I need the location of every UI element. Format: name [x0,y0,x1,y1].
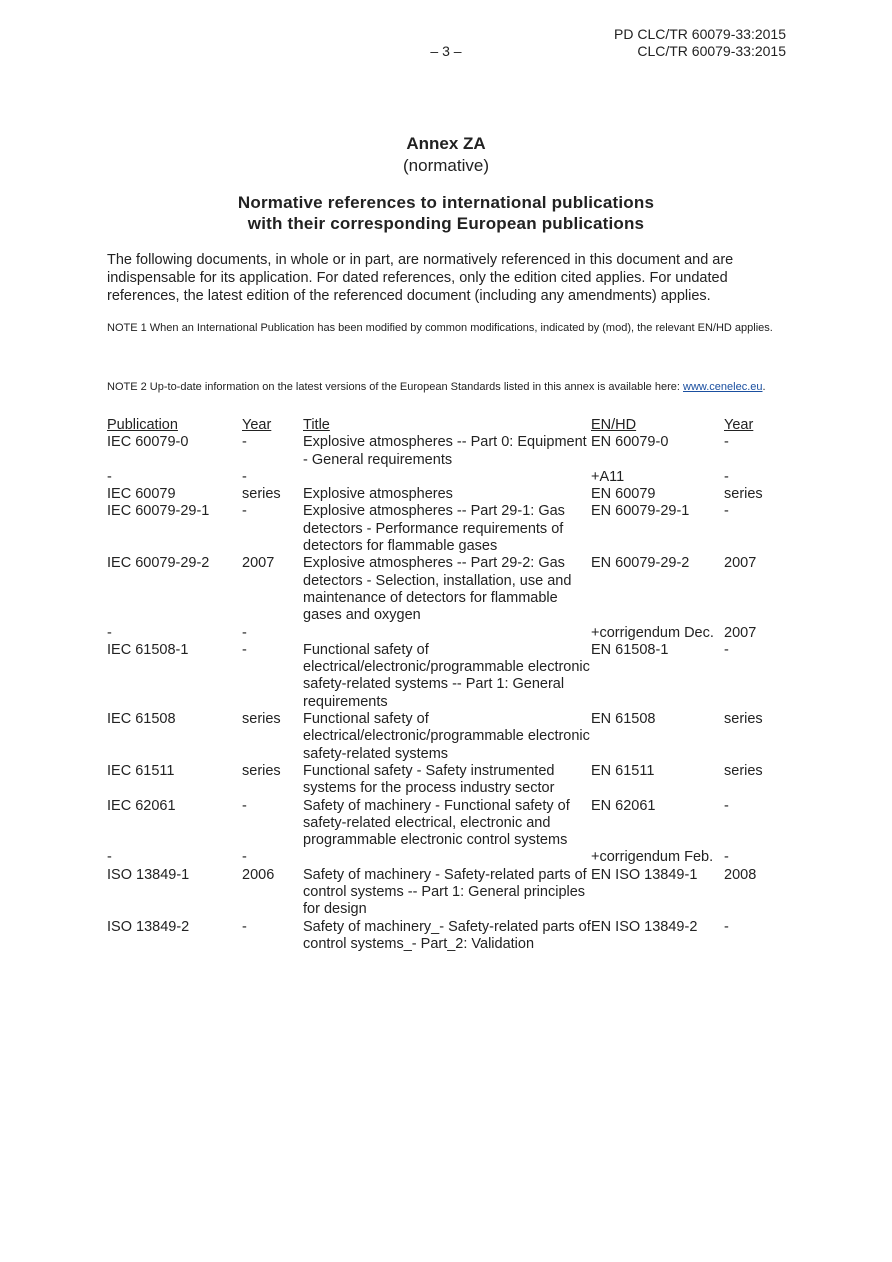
cell-en-year: series [724,711,763,728]
cell-publication: IEC 60079-29-2 [107,555,210,572]
cenelec-link[interactable]: www.cenelec.eu [683,381,763,393]
annex-block [0,133,892,177]
cell-year: 2007 [242,555,275,572]
table-row [107,503,794,555]
cell-year: - [242,849,247,866]
cell-year: - [242,503,247,520]
cell-title [303,625,591,642]
cell-en-hd: EN 60079-0 [591,434,669,451]
cell-en-year: - [724,641,729,658]
cell-publication: ISO 13849-1 [107,866,190,883]
cell-title: Explosive atmospheres -- Part 29-2: Gas detectors - Selection, installation, use and maintenance of detectors for flammable gases and oxygen [303,555,572,624]
cell-title: Safety of machinery_- Safety-related parts of control systems_- Part_2: Validation [303,918,591,952]
cell-title: Explosive atmospheres -- Part 0: Equipment - General requirements [303,434,587,468]
table-row [107,486,794,503]
note-2-text: NOTE 2 Up-to-date information on the latest versions of the European Standards listed in this annex is available here: [107,381,683,393]
cell-publication: IEC 60079 [107,486,176,503]
cell-en-year: - [724,849,729,866]
cell-year: 2006 [242,866,275,883]
header-publication: Publication [107,417,178,433]
cell-publication: - [107,624,112,641]
table-row [107,642,794,711]
table-row [107,763,794,798]
cell-en-hd: EN 61511 [591,762,655,779]
cell-en-year: 2007 [724,624,757,641]
cell-title: Safety of machinery - Safety-related parts of control systems -- Part 1: General principles for design [303,866,587,918]
cell-en-hd: EN 62061 [591,797,656,814]
cell-en-hd: +A11 [591,468,625,485]
cell-en-hd: EN ISO 13849-2 [591,918,698,935]
cell-title [303,469,591,486]
cell-title: Safety of machinery - Functional safety of safety-related electrical, electronic and programmable electronic control systems [303,797,570,849]
cell-year: - [242,468,247,485]
cell-title [303,849,591,866]
cell-publication: IEC 60079-29-1 [107,503,210,520]
cell-en-year: - [724,918,729,935]
cell-year: - [242,641,247,658]
cell-en-year: 2008 [724,866,757,883]
cell-year: - [242,918,247,935]
table-row [107,867,794,919]
annex-subtitle: (normative) [403,156,489,175]
header-en-year: Year [724,417,754,433]
table-row [107,555,794,624]
annex-title: Annex ZA [406,134,486,153]
table-row [107,798,794,850]
section-heading-line1: Normative references to international publications [237,193,655,212]
cell-en-hd: EN ISO 13849-1 [591,866,698,883]
cell-year: - [242,797,247,814]
cell-en-year: - [724,468,729,485]
intro-paragraph: The following documents, in whole or in part, are normatively referenced in this document and are indispensable for its application. For dated references, only the edition cited applies. For undated references, the latest edition of the referenced document (including any amendments) applies. [107,252,734,304]
cell-year: series [242,711,281,728]
references-table [107,417,794,953]
cell-en-hd: EN 61508 [591,711,656,728]
cell-en-hd: EN 61508-1 [591,641,669,658]
table-row [107,625,794,642]
note-1: NOTE 1 When an International Publication has been modified by common modifications, indicated by (mod), the relevant EN/HD applies. [107,322,773,334]
table-row [107,919,794,954]
cell-title: Explosive atmospheres [303,486,453,503]
table-body [107,434,794,953]
table-row [107,711,794,763]
cell-en-year: 2007 [724,555,757,572]
note-2-end: . [762,381,766,393]
cell-en-year: - [724,503,729,520]
document-id-line1: PD CLC/TR 60079-33:2015 [614,26,786,42]
cell-publication: - [107,468,112,485]
cell-publication: IEC 60079-0 [107,434,189,451]
cell-en-year: series [724,762,763,779]
cell-publication: - [107,849,112,866]
table-row [107,849,794,866]
cell-title: Explosive atmospheres -- Part 29-1: Gas detectors - Performance requirements of detectors for flammable gases [303,503,565,555]
cell-publication: IEC 61508-1 [107,641,189,658]
cell-en-hd: +corrigendum Feb. [591,849,714,866]
cell-year: - [242,624,247,641]
cell-title: Functional safety - Safety instrumented systems for the process industry sector [303,762,555,797]
note-2 [107,380,787,394]
cell-en-hd: EN 60079 [591,486,656,503]
table-row [107,434,794,469]
cell-en-hd: +corrigendum Dec. [591,624,714,641]
cell-publication: IEC 62061 [107,797,176,814]
cell-en-hd: EN 60079-29-2 [591,555,690,572]
cell-publication: IEC 61508 [107,711,176,728]
section-heading-line2: with their corresponding European publications [247,214,645,233]
cell-year: series [242,762,281,779]
document-id-line2: CLC/TR 60079-33:2015 [637,43,786,59]
header-year: Year [242,417,272,433]
cell-year: - [242,434,247,451]
section-heading [0,192,892,234]
cell-title: Functional safety of electrical/electronic/programmable electronic safety-related systems -- Part 1: General requirements [303,641,590,710]
table-row [107,469,794,486]
cell-title: Functional safety of electrical/electronic/programmable electronic safety-related systems [303,711,590,762]
cell-en-year: - [724,434,729,451]
cell-publication: ISO 13849-2 [107,918,190,935]
cell-publication: IEC 61511 [107,762,175,779]
cell-year: series [242,486,281,503]
cell-en-year: series [724,486,763,503]
page-number: – 3 – [430,43,462,59]
table-header-row [107,417,794,434]
cell-en-year: - [724,797,729,814]
cell-en-hd: EN 60079-29-1 [591,503,690,520]
header-title: Title [303,417,330,433]
header-en-hd: EN/HD [591,417,637,433]
